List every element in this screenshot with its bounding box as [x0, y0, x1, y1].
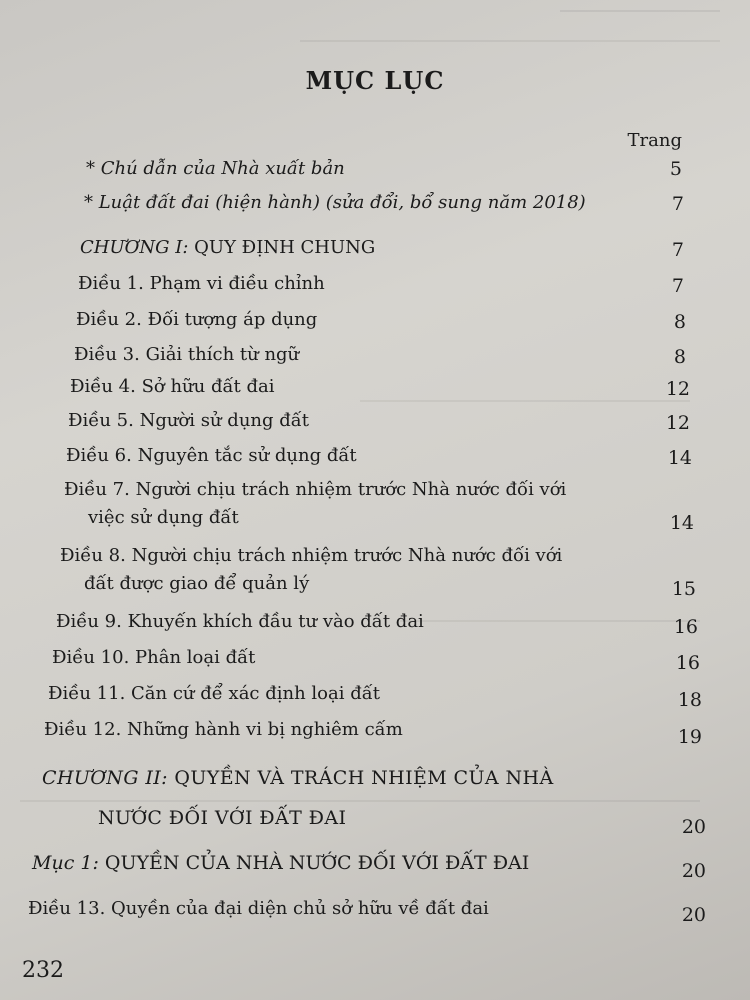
toc-article-1: Điều 1. Phạm vi điều chỉnh: [78, 273, 325, 294]
page-number: 232: [22, 958, 64, 983]
toc-entry-publisher-note: * Chú dẫn của Nhà xuất bản: [86, 158, 345, 179]
toc-page-number: 20: [681, 860, 706, 882]
toc-article-8-continued: đất được giao để quản lý: [84, 573, 310, 594]
toc-page-number: 5: [669, 158, 682, 180]
toc-page-number: 8: [673, 346, 686, 368]
section-lead: Mục 1:: [32, 852, 99, 874]
toc-page-number: 7: [671, 239, 684, 261]
page-title: MỤC LỤC: [305, 66, 445, 95]
toc-page-number: 16: [675, 652, 700, 674]
toc-page-number: 18: [677, 689, 702, 711]
toc-article-11: Điều 11. Căn cứ để xác định loại đất: [48, 683, 381, 704]
toc-article-5: Điều 5. Người sử dụng đất: [68, 410, 310, 431]
chapter-lead: CHƯƠNG II:: [42, 767, 168, 789]
toc-page-number: 14: [669, 512, 694, 534]
toc-chapter-2-continued: NƯỚC ĐỐI VỚI ĐẤT ĐAI: [98, 807, 347, 829]
toc-article-7: Điều 7. Người chịu trách nhiệm trước Nhà nước đối với: [64, 479, 567, 500]
toc-article-9: Điều 9. Khuyến khích đầu tư vào đất đai: [56, 611, 424, 632]
section-title: QUYỀN CỦA NHÀ NƯỚC ĐỐI VỚI ĐẤT ĐAI: [98, 852, 530, 874]
toc-page-number: 14: [667, 447, 692, 469]
toc-section-1: [32, 852, 529, 874]
toc-page-number: 7: [671, 275, 684, 297]
toc-page-number: 12: [665, 378, 690, 400]
toc-article-3: Điều 3. Giải thích từ ngữ: [74, 344, 300, 365]
toc-article-10: Điều 10. Phân loại đất: [52, 647, 256, 668]
toc-article-6: Điều 6. Nguyên tắc sử dụng đất: [66, 445, 357, 466]
toc-article-4: Điều 4. Sở hữu đất đai: [70, 376, 275, 397]
toc-page-number: 8: [673, 311, 686, 333]
toc-page-number: 12: [665, 412, 690, 434]
toc-page-number: 7: [671, 193, 684, 215]
toc-page-number: 19: [677, 726, 702, 748]
toc-chapter-2: [42, 767, 554, 789]
toc-article-8: Điều 8. Người chịu trách nhiệm trước Nhà nước đối với: [60, 545, 563, 566]
chapter-title: QUY ĐỊNH CHUNG: [188, 237, 376, 258]
toc-article-2: Điều 2. Đối tượng áp dụng: [76, 309, 318, 330]
toc-article-12: Điều 12. Những hành vi bị nghiêm cấm: [44, 719, 403, 740]
chapter-lead: CHƯƠNG I:: [80, 237, 189, 258]
page-column-label: Trang: [627, 130, 682, 151]
toc-chapter-1: [80, 237, 375, 258]
chapter-title: QUYỀN VÀ TRÁCH NHIỆM CỦA NHÀ: [167, 767, 554, 789]
toc-article-7-continued: việc sử dụng đất: [88, 507, 239, 528]
toc-page-number: 15: [671, 578, 696, 600]
toc-page-number: 20: [681, 904, 706, 926]
toc-article-13: Điều 13. Quyền của đại diện chủ sở hữu về đất đai: [28, 898, 489, 919]
toc-page-number: 20: [681, 816, 706, 838]
toc-page-number: 16: [673, 616, 698, 638]
toc-entry-land-law: * Luật đất đai (hiện hành) (sửa đổi, bổ sung năm 2018): [84, 192, 586, 213]
